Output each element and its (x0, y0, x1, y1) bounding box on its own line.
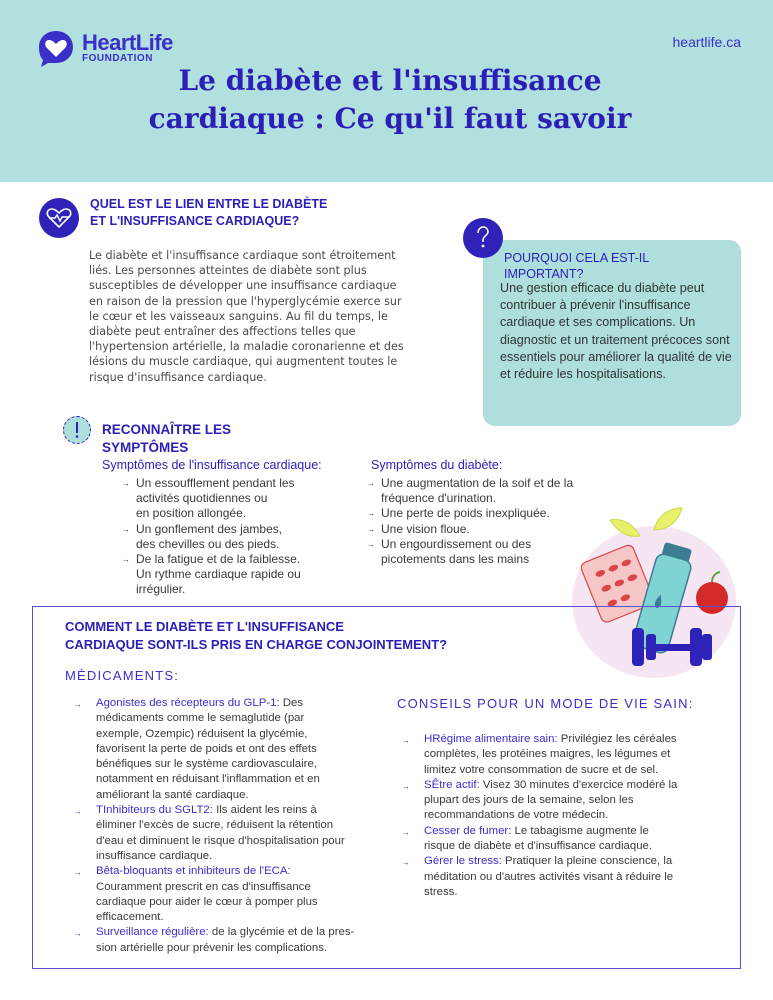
exclamation-icon (63, 416, 91, 444)
bullet-text-line: méditation ou d'autres activités visant à réduire le (424, 870, 674, 883)
bullet-text-line: médicaments comme le semaglutide (par (96, 712, 305, 725)
bullet-text-line: recommandations de votre médecin. (424, 809, 609, 822)
symptom-line: fréquence d'urination. (381, 491, 497, 506)
logo-name: HeartLife (82, 30, 173, 55)
why-important-heading: POURQUOI CELA EST-IL IMPORTANT? (504, 251, 649, 281)
symptoms-heading (102, 421, 302, 457)
bullet-text-line: stress. (424, 885, 458, 898)
bullet-text-line: plupart des jours de la semaine, selon les (424, 794, 634, 807)
bullet-text-line: notamment en réduisant l'inflammation et en (96, 773, 320, 786)
symptom-line: → Un essoufflement pendant les (136, 476, 295, 490)
symptom-line: picotements dans les mains (381, 552, 530, 567)
bullet-text: Privilégiez les céréales (557, 733, 677, 745)
symptom-line: → Une perte de poids inexpliquée. (381, 506, 550, 521)
symptom-line: activités quotidiennes ou (136, 491, 268, 506)
bullet-text-line: éliminer l'excès de sucre, réduisent la rétention (96, 819, 334, 832)
bullet-text: Pratiquer la pleine conscience, la (501, 855, 673, 868)
symptom-line: → Une augmentation de la soif et de la (381, 476, 574, 490)
lifestyle-tips-heading: CONSEILS POUR UN MODE DE VIE SAIN: (397, 696, 694, 711)
bullet-text-line: cardiaque pour aider le cœur à pomper plus (96, 895, 318, 908)
heartbeat-icon (39, 198, 79, 238)
bullet-item (400, 854, 720, 900)
title-line-2: cardiaque : Ce qu'il faut savoir (148, 102, 632, 135)
bullet-text: Le tabagisme augmente le (511, 824, 649, 837)
management-heading-line-2: CARDIAQUE SONT-ILS PRIS EN CHARGE CONJOINTEMENT? (65, 637, 448, 652)
management-heading-line-1: COMMENT LE DIABÈTE ET L'INSUFFISANCE (65, 619, 344, 634)
lifestyle-tips-list (400, 732, 720, 900)
bullet-term: Agonistes des récepteurs du GLP-1: (96, 697, 280, 709)
bullet-text-line: limitez votre consommation de sucre et de sel. (424, 763, 659, 776)
bullet-term: SÊtre actif: (424, 778, 480, 791)
symptom-item (122, 476, 362, 522)
symptoms-heading-line-2: SYMPTÔMES (102, 440, 189, 455)
bullet-item (400, 732, 720, 778)
bullet-item (400, 824, 720, 855)
bullet-text-line: risque de diabète et d'insuffisance cardiaque. (424, 840, 653, 853)
why-important-body: Une gestion efficace du diabète peut contribuer à prévenir l'insuffisance cardiaque et ses complications. Un diagnostic et un traitement précoces sont essentiels pour améliorer la qualité de vie et réduire les hospitalisations. (500, 281, 732, 382)
bullet-text: Ils aident les reins à (212, 804, 317, 817)
bullet-item (72, 925, 390, 956)
symptom-line: en position allongée. (136, 506, 247, 521)
bullet-term: Gérer le stress: (424, 855, 502, 868)
symptom-line: irrégulier. (136, 582, 186, 597)
symptom-item (122, 552, 362, 598)
logo-subtitle: FOUNDATION (82, 53, 153, 64)
symptoms-heading-line-1: RECONNAÎTRE LES (102, 422, 232, 437)
symptom-line: → Une vision floue. (381, 521, 470, 536)
medications-heading: MÉDICAMENTS: (65, 668, 180, 683)
symptom-line: → Un gonflement des jambes, (136, 521, 283, 536)
bullet-text: Des (279, 697, 304, 709)
bullet-text-line: bénéfiques sur le système cardiovasculaire, (96, 758, 317, 771)
bullet-text-line: sion artérielle pour prévenir les complications. (96, 941, 328, 954)
page-title (60, 62, 720, 138)
bullet-text-line: complètes, les protéines maigres, les légumes et (424, 748, 671, 761)
diabetes-symptoms-heading: Symptômes du diabète: (371, 458, 503, 472)
bullet-item (400, 778, 720, 824)
bullet-text-line: insuffisance cardiaque. (96, 849, 213, 862)
bullet-term: Bêta-bloquants et inhibiteurs de l'ECA: (96, 865, 291, 878)
bullet-item (72, 696, 390, 803)
bullet-text: de la glycémie et de la pres- (208, 926, 355, 939)
hf-symptoms-heading: Symptômes de l'insuffisance cardiaque: (102, 458, 322, 472)
bullet-item (72, 864, 390, 925)
bullet-text-line: exemple, Ozempic) réduisent la glycémie, (96, 727, 308, 740)
bullet-term: Surveillance régulière: (96, 926, 209, 939)
symptom-item (122, 522, 362, 552)
bullet-text-line: efficacement. (96, 911, 164, 924)
symptom-line: Un rythme cardiaque rapide ou (136, 567, 301, 582)
management-heading (65, 618, 565, 654)
bullet-text-line: Couramment prescrit en cas d'insuffisance (96, 880, 311, 893)
link-heading-line-1: QUEL EST LE LIEN ENTRE LE DIABÈTE (90, 197, 328, 211)
symptom-line: → Un engourdissement ou des (381, 536, 532, 551)
symptom-line: des chevilles ou des pieds. (136, 536, 280, 551)
website-link[interactable]: heartlife.ca (672, 34, 741, 50)
bullet-text: Visez 30 minutes d'exercice modéré la (479, 778, 678, 791)
link-section-heading (90, 196, 390, 230)
question-icon (463, 218, 503, 258)
hf-symptoms-list (122, 476, 362, 598)
symptom-line: → De la fatigue et de la faiblesse. (136, 552, 301, 567)
link-heading-line-2: ET L'INSUFFISANCE CARDIAQUE? (90, 214, 300, 228)
title-line-1: Le diabète et l'insuffisance (178, 64, 602, 97)
bullet-term: HRégime alimentaire sain: (424, 733, 558, 745)
link-section-body: Le diabète et l'insuffisance cardiaque sont étroitement liés. Les personnes atteintes de diabète sont plus susceptibles de développer une insuffisance cardiaque en raison de la pression que l'hyperglycémie exerce sur le cœur et les vaisseaux sanguins. Au fil du temps, le diabète peut entraîner des affections telles que l'hypertension artérielle, la maladie coronarienne et des lésions du muscle cardiaque, qui augmentent toutes le risque d'insuffisance cardiaque. (89, 249, 404, 384)
bullet-term: Cesser de fumer: (424, 824, 512, 837)
medications-list (72, 696, 390, 956)
bullet-item (72, 803, 390, 864)
bullet-term: TInhibiteurs du SGLT2: (96, 804, 213, 817)
bullet-text-line: améliorant la santé cardiaque. (96, 788, 249, 801)
bullet-text-line: d'eau et diminuent le risque d'hospitalisation pour (96, 834, 345, 847)
bullet-text-line: favorisent la perte de poids et ont des effets (96, 742, 317, 755)
